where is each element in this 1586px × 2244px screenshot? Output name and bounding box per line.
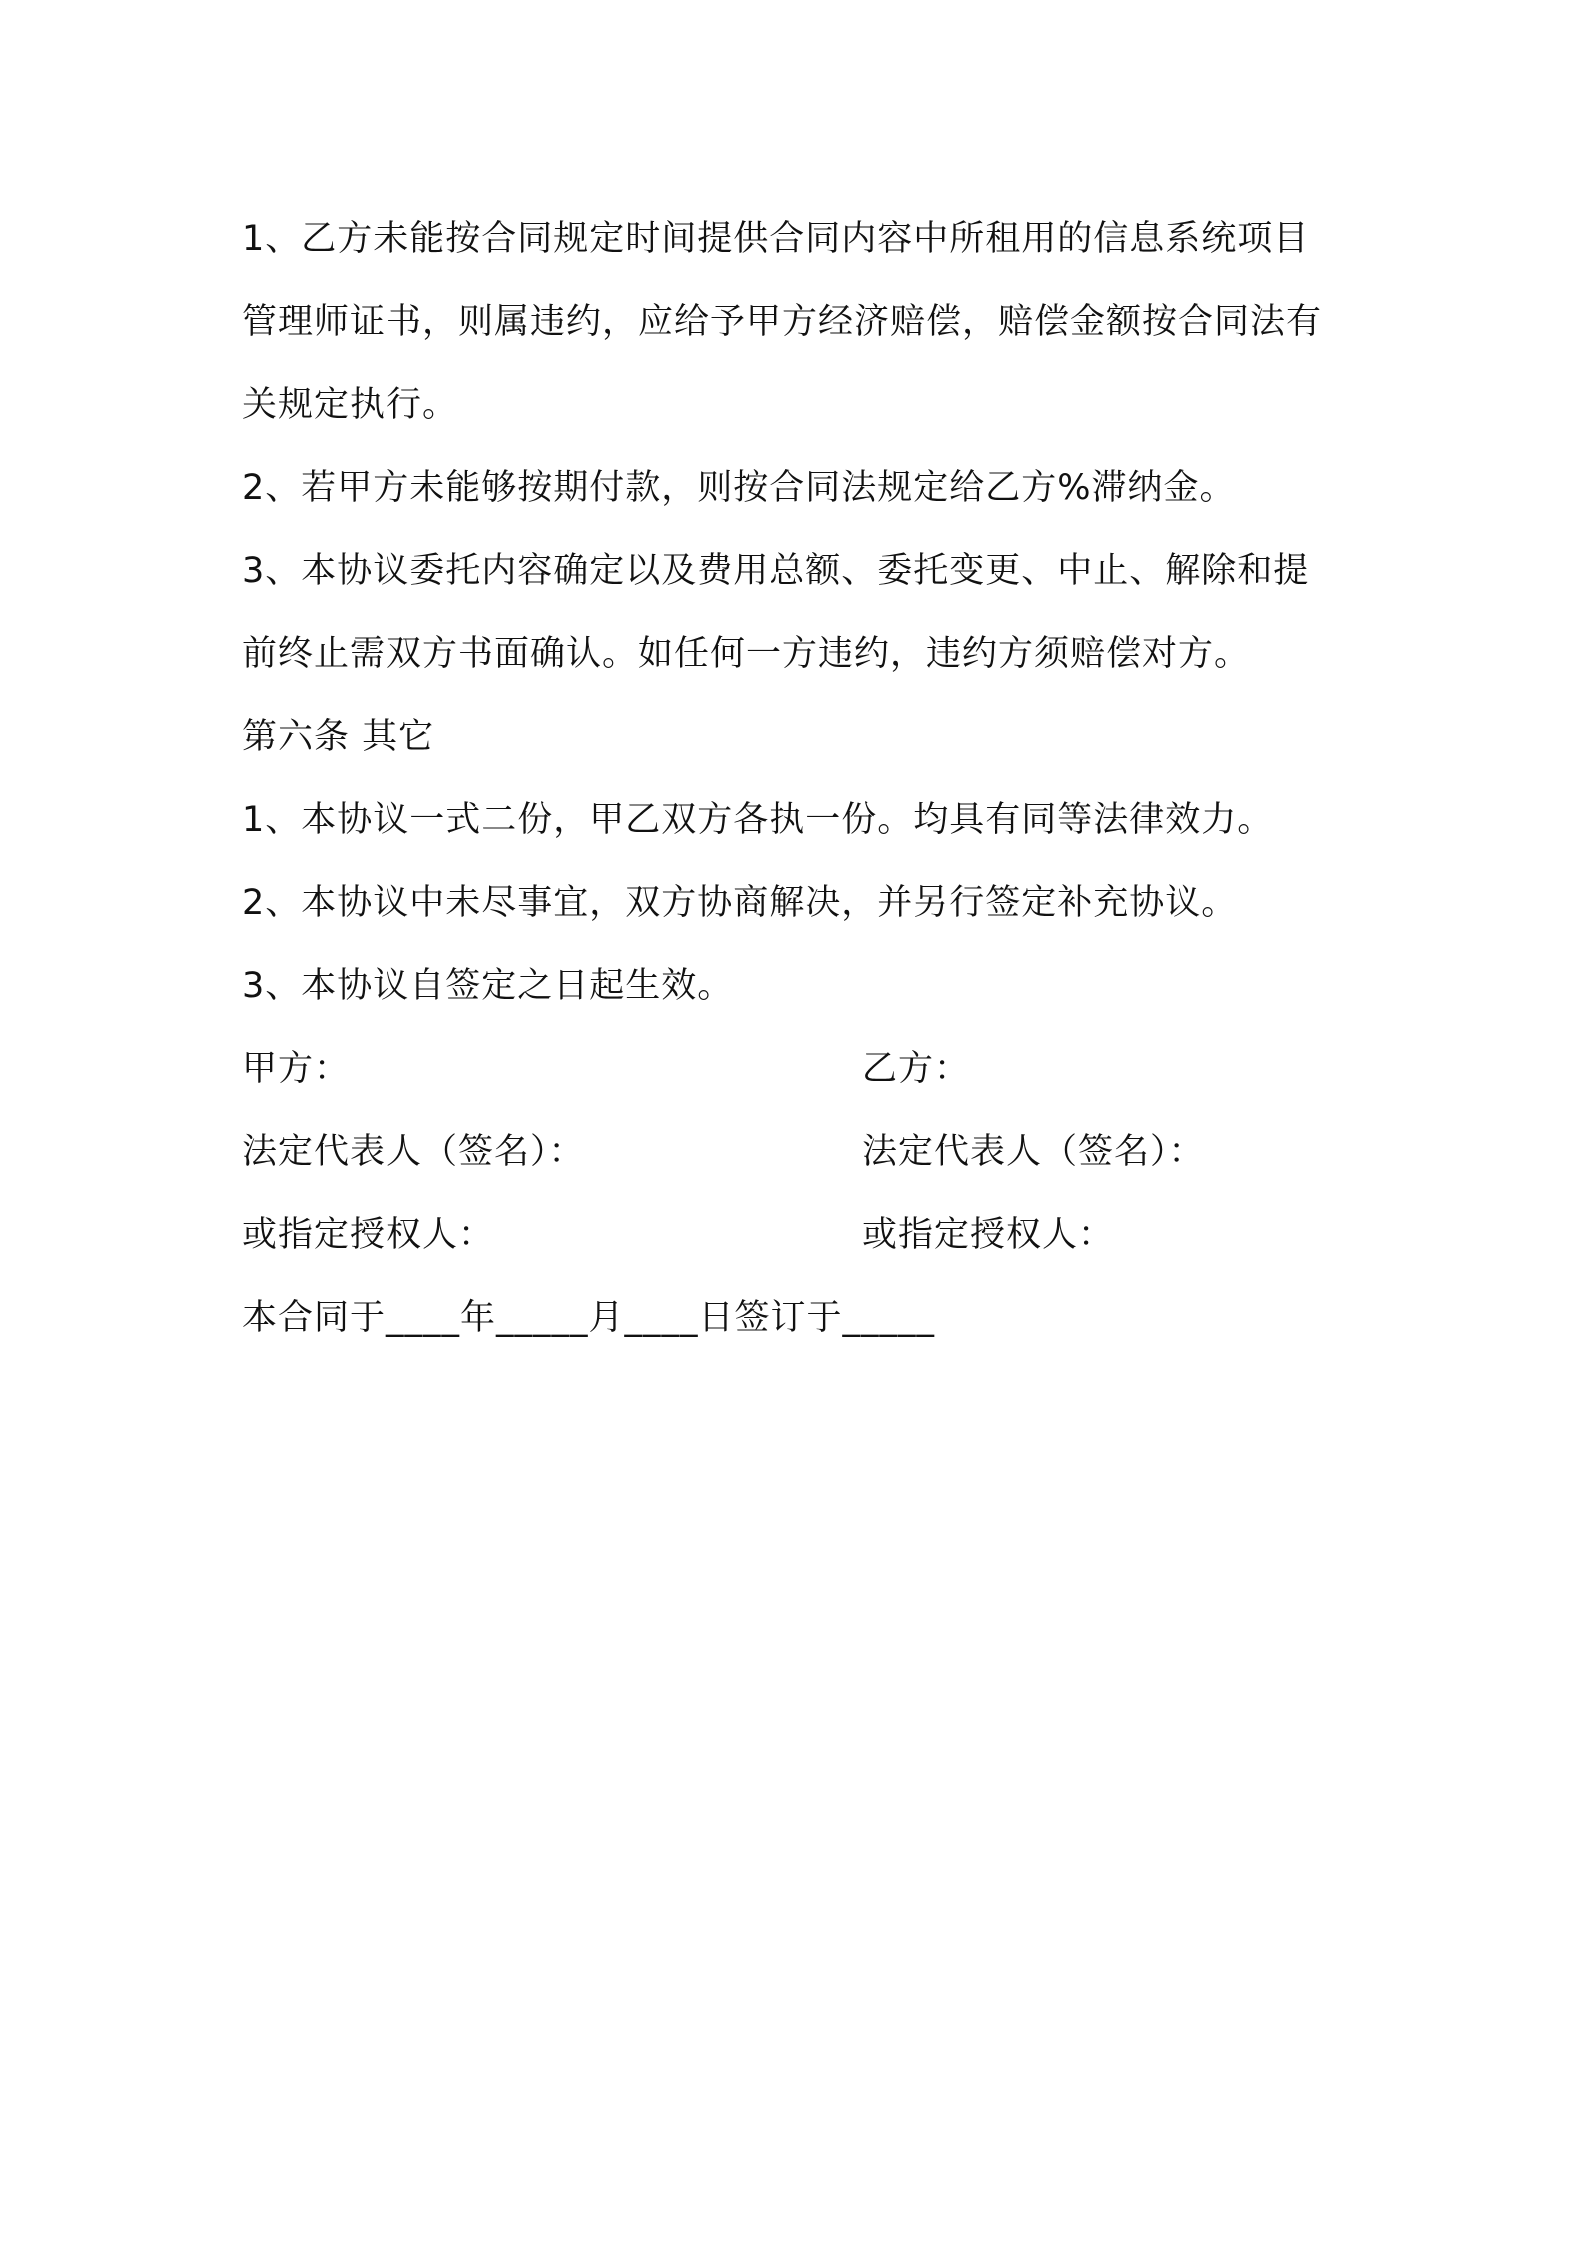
- party-b-authorized-label: 或指定授权人：: [862, 1215, 1115, 1255]
- signature-row-authorized: [242, 1194, 1352, 1277]
- signature-row-representatives: [242, 1111, 1352, 1194]
- party-b-representative-label: 法定代表人（签名）：: [862, 1132, 1205, 1172]
- article-6-heading: 第六条 其它: [242, 717, 435, 757]
- clause-5-1-line-1: 1、乙方未能按合同规定时间提供合同内容中所租用的信息系统项目: [242, 219, 1310, 259]
- party-a-representative-label: 法定代表人（签名）：: [242, 1132, 585, 1172]
- party-a-authorized-label: 或指定授权人：: [242, 1215, 495, 1255]
- document-body: [242, 198, 1352, 1360]
- party-a-label: 甲方：: [242, 1049, 351, 1089]
- clause-5-3-line-1: 3、本协议委托内容确定以及费用总额、委托变更、中止、解除和提: [242, 551, 1310, 591]
- party-b-label: 乙方：: [862, 1049, 971, 1089]
- signature-row-parties: [242, 1028, 1352, 1111]
- clause-5-1-line-2: 管理师证书，则属违约，应给予甲方经济赔偿，赔偿金额按合同法有: [242, 302, 1323, 342]
- clause-6-2: 2、本协议中未尽事宜，双方协商解决，并另行签定补充协议。: [242, 883, 1238, 923]
- clause-5-3-line-2: 前终止需双方书面确认。如任何一方违约，违约方须赔偿对方。: [242, 634, 1251, 674]
- signing-date-line: 本合同于____年_____月____日签订于_____: [242, 1298, 936, 1338]
- clause-5-2: 2、若甲方未能够按期付款，则按合同法规定给乙方%滞纳金。: [242, 468, 1236, 508]
- clause-6-1: 1、本协议一式二份，甲乙双方各执一份。均具有同等法律效力。: [242, 800, 1274, 840]
- clause-6-3: 3、本协议自签定之日起生效。: [242, 966, 734, 1006]
- clause-5-1-line-3: 关规定执行。: [242, 385, 459, 425]
